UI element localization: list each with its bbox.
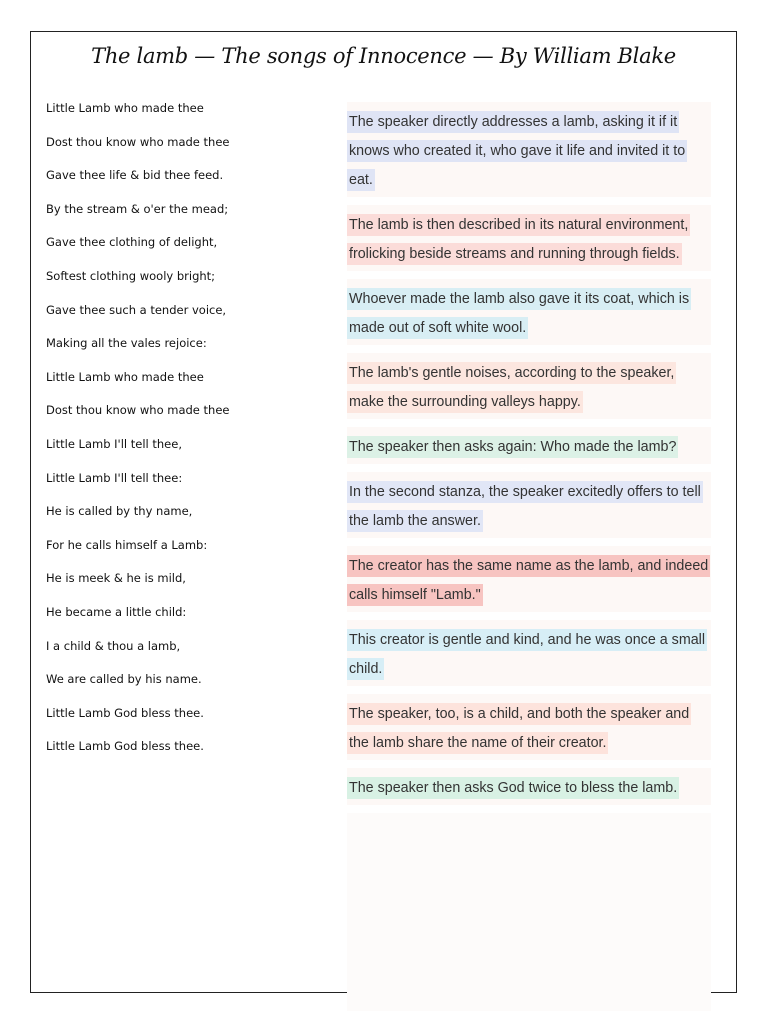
annotation-block: [347, 353, 711, 419]
poem-line: Softest clothing wooly bright;: [46, 268, 216, 283]
annotation-text: [347, 626, 711, 684]
annotation-block: [347, 472, 711, 538]
annotation-block: [347, 102, 711, 197]
poem-line: We are called by his name.: [46, 672, 202, 687]
highlighted-text: Whoever made the lamb also gave it its coat, which is made out of soft white wool.: [347, 288, 691, 339]
poem-line: Little Lamb I'll tell thee:: [46, 470, 183, 485]
poem-line: Gave thee such a tender voice,: [46, 302, 227, 317]
annotation-block: [347, 546, 711, 612]
annotation-text: [347, 285, 711, 343]
annotation-text: [347, 552, 711, 610]
annotation-block: [347, 620, 711, 686]
annotation-block: [347, 694, 711, 760]
highlighted-text: The speaker directly addresses a lamb, asking it if it knows who created it, who gave it life and invited it to eat.: [347, 111, 687, 191]
highlighted-text: This creator is gentle and kind, and he was once a small child.: [347, 629, 707, 680]
poem-line: Gave thee life & bid thee feed.: [46, 168, 224, 183]
poem-line: He is meek & he is mild,: [46, 571, 186, 586]
poem-line: Little Lamb God bless thee.: [46, 739, 204, 754]
highlighted-text: In the second stanza, the speaker excitedly offers to tell the lamb the answer.: [347, 481, 703, 532]
annotation-text: [347, 774, 711, 803]
poem-line: For he calls himself a Lamb:: [46, 537, 208, 552]
poem-line: Little Lamb who made thee: [46, 101, 204, 115]
poem-column: [46, 98, 306, 770]
poem-line: Making all the vales rejoice:: [46, 336, 207, 351]
poem-line: By the stream & o'er the mead;: [46, 201, 229, 216]
highlighted-text: The lamb is then described in its natural environment, frolicking beside streams and running through fields.: [347, 214, 690, 265]
annotation-block: [347, 768, 711, 805]
blank-area: [347, 813, 711, 1011]
annotation-text: [347, 700, 711, 758]
poem-line: Dost thou know who made thee: [46, 403, 230, 418]
poem-line: I a child & thou a lamb,: [46, 638, 181, 653]
poem-line: Little Lamb who made thee: [46, 369, 204, 384]
annotation-text: [347, 211, 711, 269]
annotation-text: [347, 108, 711, 195]
annotation-block: [347, 279, 711, 345]
highlighted-text: The speaker then asks God twice to bless the lamb.: [347, 777, 679, 799]
document-page: [30, 31, 737, 993]
annotation-text: [347, 433, 711, 462]
poem-line: Little Lamb God bless thee.: [46, 705, 204, 720]
page-title: The lamb — The songs of Innocence — By William Blake: [91, 44, 676, 68]
highlighted-text: The speaker, too, is a child, and both the speaker and the lamb share the name of their creator.: [347, 703, 691, 754]
highlighted-text: The lamb's gentle noises, according to the speaker, make the surrounding valleys happy.: [347, 362, 676, 413]
poem-line: Gave thee clothing of delight,: [46, 235, 218, 250]
highlighted-text: The speaker then asks again: Who made the lamb?: [347, 436, 678, 458]
annotation-text: [347, 359, 711, 417]
poem-line: Little Lamb I'll tell thee,: [46, 436, 182, 451]
poem-line: Dost thou know who made thee: [46, 134, 230, 149]
annotation-column: [347, 102, 711, 1011]
poem-line: He is called by thy name,: [46, 504, 193, 519]
annotation-block: [347, 427, 711, 464]
highlighted-text: The creator has the same name as the lamb, and indeed calls himself "Lamb.": [347, 555, 710, 606]
annotation-text: [347, 478, 711, 536]
annotation-block: [347, 205, 711, 271]
poem-line: He became a little child:: [46, 604, 187, 619]
